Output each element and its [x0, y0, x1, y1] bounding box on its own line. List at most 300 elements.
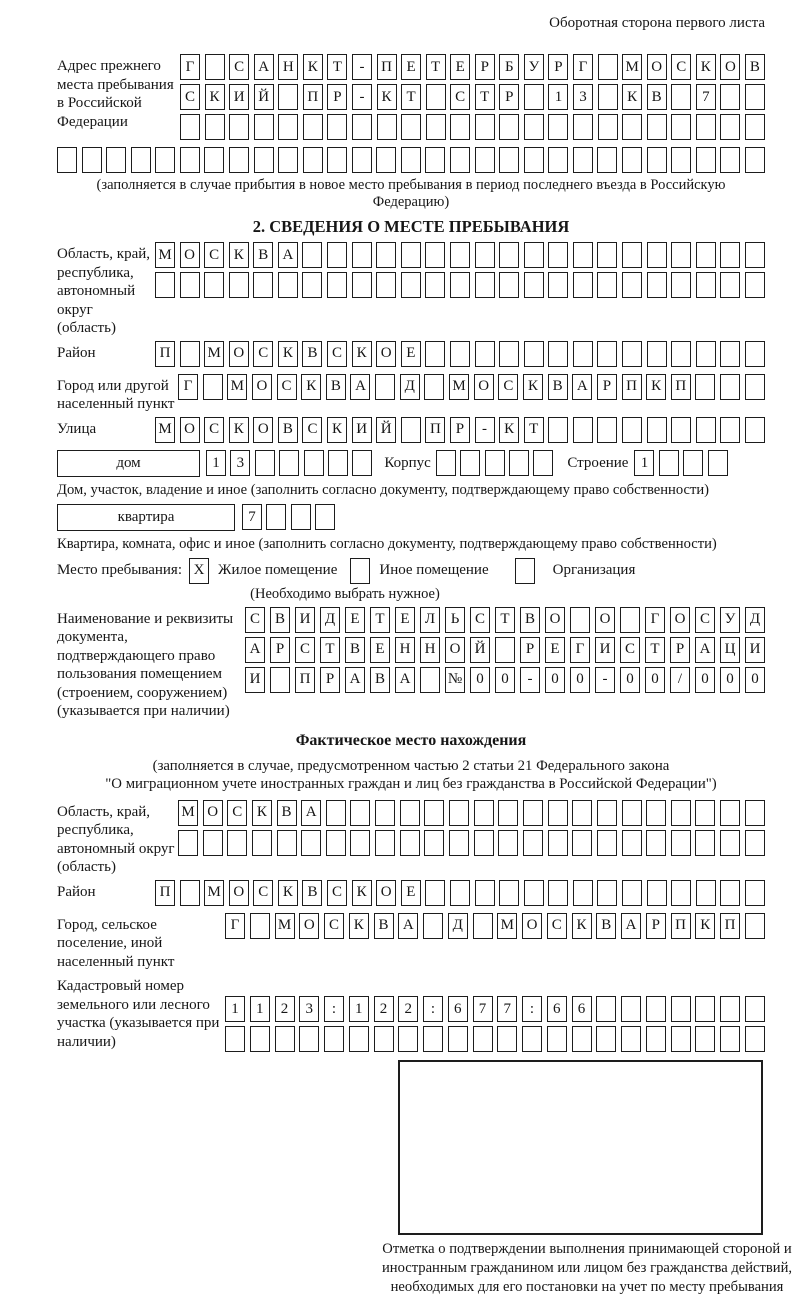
- form-cell: [499, 272, 519, 298]
- form-cell: [253, 272, 273, 298]
- form-cell: О: [203, 800, 223, 826]
- form-cell: [548, 272, 568, 298]
- form-cell: А: [278, 242, 298, 268]
- form-cell: [696, 880, 716, 906]
- region-cells: [155, 242, 765, 302]
- form-cell: [646, 996, 666, 1022]
- document-row-2: [245, 637, 765, 663]
- region-label: Область, край, республика, автономный округ (область): [57, 246, 151, 336]
- form-cell: [683, 450, 703, 476]
- form-cell: 0: [720, 667, 740, 693]
- form-cell: Е: [545, 637, 565, 663]
- form-cell: 1: [349, 996, 369, 1022]
- form-cell: [450, 880, 470, 906]
- form-cell: Р: [475, 54, 495, 80]
- actual-city-block: [57, 913, 765, 972]
- option-organization-label: Организация: [552, 562, 636, 578]
- form-cell: [646, 1026, 666, 1052]
- form-cell: П: [155, 341, 175, 367]
- actual-location-title: Фактическое место нахождения: [295, 731, 527, 749]
- cadastral-label: Кадастровый номер земельного или лесного участка (указывается при наличии): [57, 978, 220, 1050]
- form-cell: О: [180, 242, 200, 268]
- form-cell: С: [327, 880, 347, 906]
- form-cell: :: [522, 996, 542, 1022]
- city-row: [178, 374, 765, 400]
- form-cell: [622, 800, 642, 826]
- form-cell: [646, 830, 666, 856]
- korpus-cells: [436, 450, 554, 476]
- form-cell: [524, 242, 544, 268]
- form-cell: -: [595, 667, 615, 693]
- form-cell: [377, 114, 397, 140]
- form-cell: [622, 880, 642, 906]
- form-cell: 7: [696, 84, 716, 110]
- form-cell: [499, 147, 519, 173]
- city-block: [57, 374, 765, 414]
- form-cell: В: [253, 242, 273, 268]
- form-cell: [82, 147, 102, 173]
- form-cell: С: [470, 607, 490, 633]
- form-cell: [291, 504, 311, 530]
- form-cell: [745, 996, 765, 1022]
- form-cell: [671, 996, 691, 1022]
- form-cell: А: [572, 374, 592, 400]
- form-cell: К: [252, 800, 272, 826]
- form-cell: [533, 450, 553, 476]
- form-cell: Г: [573, 54, 593, 80]
- form-cell: [523, 800, 543, 826]
- form-cell: С: [695, 607, 715, 633]
- form-cell: Т: [426, 54, 446, 80]
- form-cell: П: [425, 417, 445, 443]
- form-cell: [425, 242, 445, 268]
- form-cell: /: [670, 667, 690, 693]
- form-cell: [597, 147, 617, 173]
- form-cell: [436, 450, 456, 476]
- form-cell: [695, 830, 715, 856]
- form-cell: [229, 272, 249, 298]
- form-cell: Р: [670, 637, 690, 663]
- form-cell: Г: [570, 637, 590, 663]
- form-cell: [327, 114, 347, 140]
- form-cell: [745, 830, 765, 856]
- form-cell: [180, 341, 200, 367]
- form-cell: [524, 114, 544, 140]
- form-cell: 0: [695, 667, 715, 693]
- form-cell: Н: [278, 54, 298, 80]
- form-cell: М: [155, 417, 175, 443]
- form-cell: Д: [448, 913, 468, 939]
- form-cell: [327, 147, 347, 173]
- stay-type-row: [57, 558, 765, 584]
- form-cell: [720, 830, 740, 856]
- form-cell: [745, 272, 765, 298]
- apartment-label-box: квартира: [57, 504, 235, 531]
- form-cell: 0: [620, 667, 640, 693]
- form-cell: [277, 830, 297, 856]
- form-cell: Т: [495, 607, 515, 633]
- form-cell: [524, 84, 544, 110]
- form-cell: С: [277, 374, 297, 400]
- form-cell: 2: [275, 996, 295, 1022]
- form-cell: [745, 242, 765, 268]
- district-label: Район: [57, 344, 96, 361]
- form-cell: [696, 114, 716, 140]
- form-cell: [376, 242, 396, 268]
- stroenie-cells: [634, 450, 727, 476]
- prev-address-cells: [180, 54, 765, 144]
- form-cell: Л: [420, 607, 440, 633]
- form-cell: [696, 341, 716, 367]
- form-cell: Р: [320, 667, 340, 693]
- form-cell: -: [352, 84, 372, 110]
- form-cell: [597, 242, 617, 268]
- form-cell: С: [324, 913, 344, 939]
- form-cell: О: [376, 341, 396, 367]
- form-cell: И: [352, 417, 372, 443]
- form-cell: В: [345, 637, 365, 663]
- form-cell: [180, 147, 200, 173]
- form-cell: [315, 504, 335, 530]
- form-cell: К: [572, 913, 592, 939]
- form-cell: [659, 450, 679, 476]
- form-cell: [548, 800, 568, 826]
- form-cell: [696, 242, 716, 268]
- form-cell: М: [449, 374, 469, 400]
- prev-address-block: [57, 54, 765, 144]
- form-cell: [696, 417, 716, 443]
- form-cell: [278, 272, 298, 298]
- form-cell: [548, 880, 568, 906]
- form-cell: 1: [250, 996, 270, 1022]
- form-cell: [426, 84, 446, 110]
- form-cell: В: [278, 417, 298, 443]
- form-cell: Е: [450, 54, 470, 80]
- form-cell: В: [277, 800, 297, 826]
- form-cell: М: [497, 913, 517, 939]
- form-cell: К: [278, 341, 298, 367]
- form-cell: П: [377, 54, 397, 80]
- form-cell: Е: [401, 341, 421, 367]
- form-cell: С: [204, 242, 224, 268]
- stamp-box: [398, 1060, 763, 1235]
- checkbox-residential: X: [189, 558, 209, 584]
- form-cell: [485, 450, 505, 476]
- form-cell: Й: [376, 417, 396, 443]
- prev-address-label: Адрес прежнего места пребывания в Российской Федерации: [57, 58, 174, 130]
- form-cell: [522, 1026, 542, 1052]
- form-cell: [495, 637, 515, 663]
- korpus-label: Корпус: [384, 454, 431, 471]
- house-number-cells: [206, 450, 372, 476]
- form-cell: [671, 417, 691, 443]
- form-cell: С: [253, 880, 273, 906]
- form-cell: 2: [398, 996, 418, 1022]
- form-cell: О: [299, 913, 319, 939]
- street-label: Улица: [57, 420, 97, 437]
- form-cell: Г: [645, 607, 665, 633]
- document-label: Наименование и реквизиты документа, подтверждающего право пользования помещением (строением, сооружением) (указывается при наличии): [57, 610, 234, 719]
- form-cell: [450, 272, 470, 298]
- form-cell: [622, 272, 642, 298]
- district-row: [155, 341, 765, 367]
- actual-district-row: [155, 880, 765, 906]
- form-cell: Р: [646, 913, 666, 939]
- form-cell: [523, 830, 543, 856]
- form-cell: О: [670, 607, 690, 633]
- form-cell: К: [499, 417, 519, 443]
- form-cell: У: [720, 607, 740, 633]
- apartment-cells: [242, 504, 335, 530]
- form-cell: [374, 1026, 394, 1052]
- apartment-note: Квартира, комната, офис и иное (заполнить согласно документу, подтверждающему право собственности): [57, 535, 717, 552]
- form-cell: О: [180, 417, 200, 443]
- form-cell: [671, 830, 691, 856]
- form-cell: Н: [420, 637, 440, 663]
- form-cell: [475, 880, 495, 906]
- form-cell: [570, 607, 590, 633]
- form-cell: В: [548, 374, 568, 400]
- form-cell: Е: [345, 607, 365, 633]
- form-cell: [304, 450, 324, 476]
- form-cell: [155, 272, 175, 298]
- form-cell: [696, 147, 716, 173]
- form-cell: [695, 996, 715, 1022]
- form-cell: [598, 84, 618, 110]
- form-cell: [376, 147, 396, 173]
- form-cell: И: [229, 84, 249, 110]
- form-cell: В: [596, 913, 616, 939]
- form-cell: 0: [470, 667, 490, 693]
- form-cell: С: [227, 800, 247, 826]
- form-cell: С: [229, 54, 249, 80]
- form-cell: [352, 272, 372, 298]
- form-cell: А: [395, 667, 415, 693]
- form-cell: [450, 242, 470, 268]
- form-cell: П: [720, 913, 740, 939]
- form-cell: [745, 341, 765, 367]
- form-cell: [225, 1026, 245, 1052]
- form-cell: [401, 114, 421, 140]
- form-cell: С: [180, 84, 200, 110]
- document-block: [57, 607, 765, 721]
- form-cell: С: [253, 341, 273, 367]
- form-cell: Р: [327, 84, 347, 110]
- cadastral-block: [57, 974, 765, 1056]
- form-cell: 3: [230, 450, 250, 476]
- form-cell: [498, 800, 518, 826]
- form-cell: [250, 1026, 270, 1052]
- form-cell: М: [622, 54, 642, 80]
- form-cell: В: [520, 607, 540, 633]
- form-cell: С: [498, 374, 518, 400]
- prev-address-row-2: [180, 84, 765, 110]
- form-cell: [204, 147, 224, 173]
- form-cell: [424, 374, 444, 400]
- form-cell: [303, 114, 323, 140]
- form-cell: [350, 800, 370, 826]
- form-cell: [745, 1026, 765, 1052]
- form-cell: Ь: [445, 607, 465, 633]
- prev-address-row-3: [180, 114, 765, 140]
- form-cell: К: [303, 54, 323, 80]
- form-cell: П: [155, 880, 175, 906]
- form-cell: М: [204, 880, 224, 906]
- form-cell: Ц: [720, 637, 740, 663]
- form-cell: Т: [327, 54, 347, 80]
- form-cell: [278, 84, 298, 110]
- form-cell: [647, 242, 667, 268]
- form-cell: [474, 830, 494, 856]
- form-cell: К: [696, 54, 716, 80]
- form-cell: О: [253, 417, 273, 443]
- form-cell: [352, 114, 372, 140]
- form-cell: [473, 1026, 493, 1052]
- form-cell: О: [595, 607, 615, 633]
- form-cell: 3: [573, 84, 593, 110]
- street-row: [155, 417, 765, 443]
- form-cell: У: [524, 54, 544, 80]
- form-cell: В: [745, 54, 765, 80]
- form-cell: [524, 147, 544, 173]
- form-cell: [572, 1026, 592, 1052]
- form-cell: [254, 147, 274, 173]
- form-cell: [449, 800, 469, 826]
- form-cell: [597, 341, 617, 367]
- form-cell: [647, 341, 667, 367]
- form-cell: [474, 800, 494, 826]
- form-cell: [324, 1026, 344, 1052]
- form-cell: [400, 800, 420, 826]
- form-cell: П: [303, 84, 323, 110]
- form-cell: [449, 830, 469, 856]
- form-cell: [401, 417, 421, 443]
- form-cell: [499, 880, 519, 906]
- form-cell: Е: [401, 880, 421, 906]
- form-cell: К: [349, 913, 369, 939]
- form-cell: С: [450, 84, 470, 110]
- document-row-1: [245, 607, 765, 633]
- form-cell: М: [155, 242, 175, 268]
- form-cell: [548, 830, 568, 856]
- form-cell: О: [229, 880, 249, 906]
- form-cell: [400, 830, 420, 856]
- option-residential-label: Жилое помещение: [218, 562, 338, 578]
- form-cell: Р: [270, 637, 290, 663]
- form-cell: Р: [499, 84, 519, 110]
- form-cell: К: [622, 84, 642, 110]
- form-cell: [327, 242, 347, 268]
- form-cell: О: [474, 374, 494, 400]
- form-cell: [106, 147, 126, 173]
- form-cell: [720, 1026, 740, 1052]
- form-cell: [695, 800, 715, 826]
- form-cell: [498, 830, 518, 856]
- form-cell: [745, 84, 765, 110]
- form-cell: [745, 800, 765, 826]
- form-cell: [180, 114, 200, 140]
- city-label: Город или другой населенный пункт: [57, 377, 175, 412]
- form-cell: Т: [320, 637, 340, 663]
- document-row-3: [245, 667, 765, 693]
- form-cell: А: [398, 913, 418, 939]
- form-cell: [473, 913, 493, 939]
- form-cell: К: [695, 913, 715, 939]
- form-cell: Т: [475, 84, 495, 110]
- form-cell: В: [374, 913, 394, 939]
- form-cell: 6: [572, 996, 592, 1022]
- section2-title: 2. СВЕДЕНИЯ О МЕСТЕ ПРЕБЫВАНИЯ: [252, 217, 570, 236]
- form-cell: [548, 242, 568, 268]
- form-cell: [695, 374, 715, 400]
- form-cell: [573, 272, 593, 298]
- form-cell: Т: [645, 637, 665, 663]
- stay-type-note: (Необходимо выбрать нужное): [250, 585, 440, 602]
- form-cell: М: [178, 800, 198, 826]
- form-cell: [266, 504, 286, 530]
- actual-location-subtitle-2: "О миграционном учете иностранных граждан и лиц без гражданства в Российской Федерации"): [105, 776, 717, 792]
- form-cell: [349, 1026, 369, 1052]
- form-cell: 2: [374, 996, 394, 1022]
- actual-region-row-2: [178, 830, 765, 856]
- form-cell: [180, 272, 200, 298]
- form-cell: М: [275, 913, 295, 939]
- actual-city-row: [225, 913, 765, 939]
- form-cell: [572, 830, 592, 856]
- form-cell: [352, 147, 372, 173]
- form-cell: [622, 242, 642, 268]
- cadastral-row-2: [225, 1026, 765, 1052]
- form-cell: 0: [570, 667, 590, 693]
- form-cell: [423, 913, 443, 939]
- form-cell: [647, 147, 667, 173]
- form-cell: [424, 800, 444, 826]
- form-cell: [302, 272, 322, 298]
- form-cell: [448, 1026, 468, 1052]
- form-cell: 0: [545, 667, 565, 693]
- form-cell: [203, 830, 223, 856]
- form-cell: Д: [400, 374, 420, 400]
- form-cell: [398, 1026, 418, 1052]
- checkbox-organization: [515, 558, 535, 584]
- form-cell: [205, 54, 225, 80]
- form-cell: [696, 272, 716, 298]
- actual-district-block: [57, 880, 765, 910]
- form-cell: 0: [495, 667, 515, 693]
- form-cell: О: [252, 374, 272, 400]
- form-cell: [425, 147, 445, 173]
- form-cell: :: [324, 996, 344, 1022]
- checkbox-other-premises: [350, 558, 370, 584]
- form-cell: [475, 114, 495, 140]
- form-cell: [671, 880, 691, 906]
- form-cell: [352, 450, 372, 476]
- form-cell: [450, 341, 470, 367]
- form-cell: А: [301, 800, 321, 826]
- form-cell: [499, 341, 519, 367]
- form-cell: П: [622, 374, 642, 400]
- form-cell: [720, 880, 740, 906]
- form-cell: [745, 913, 765, 939]
- form-cell: В: [302, 341, 322, 367]
- form-cell: А: [695, 637, 715, 663]
- form-cell: [57, 147, 77, 173]
- form-cell: О: [720, 54, 740, 80]
- street-block: [57, 417, 765, 447]
- form-cell: [621, 1026, 641, 1052]
- form-cell: [695, 1026, 715, 1052]
- form-cell: [178, 830, 198, 856]
